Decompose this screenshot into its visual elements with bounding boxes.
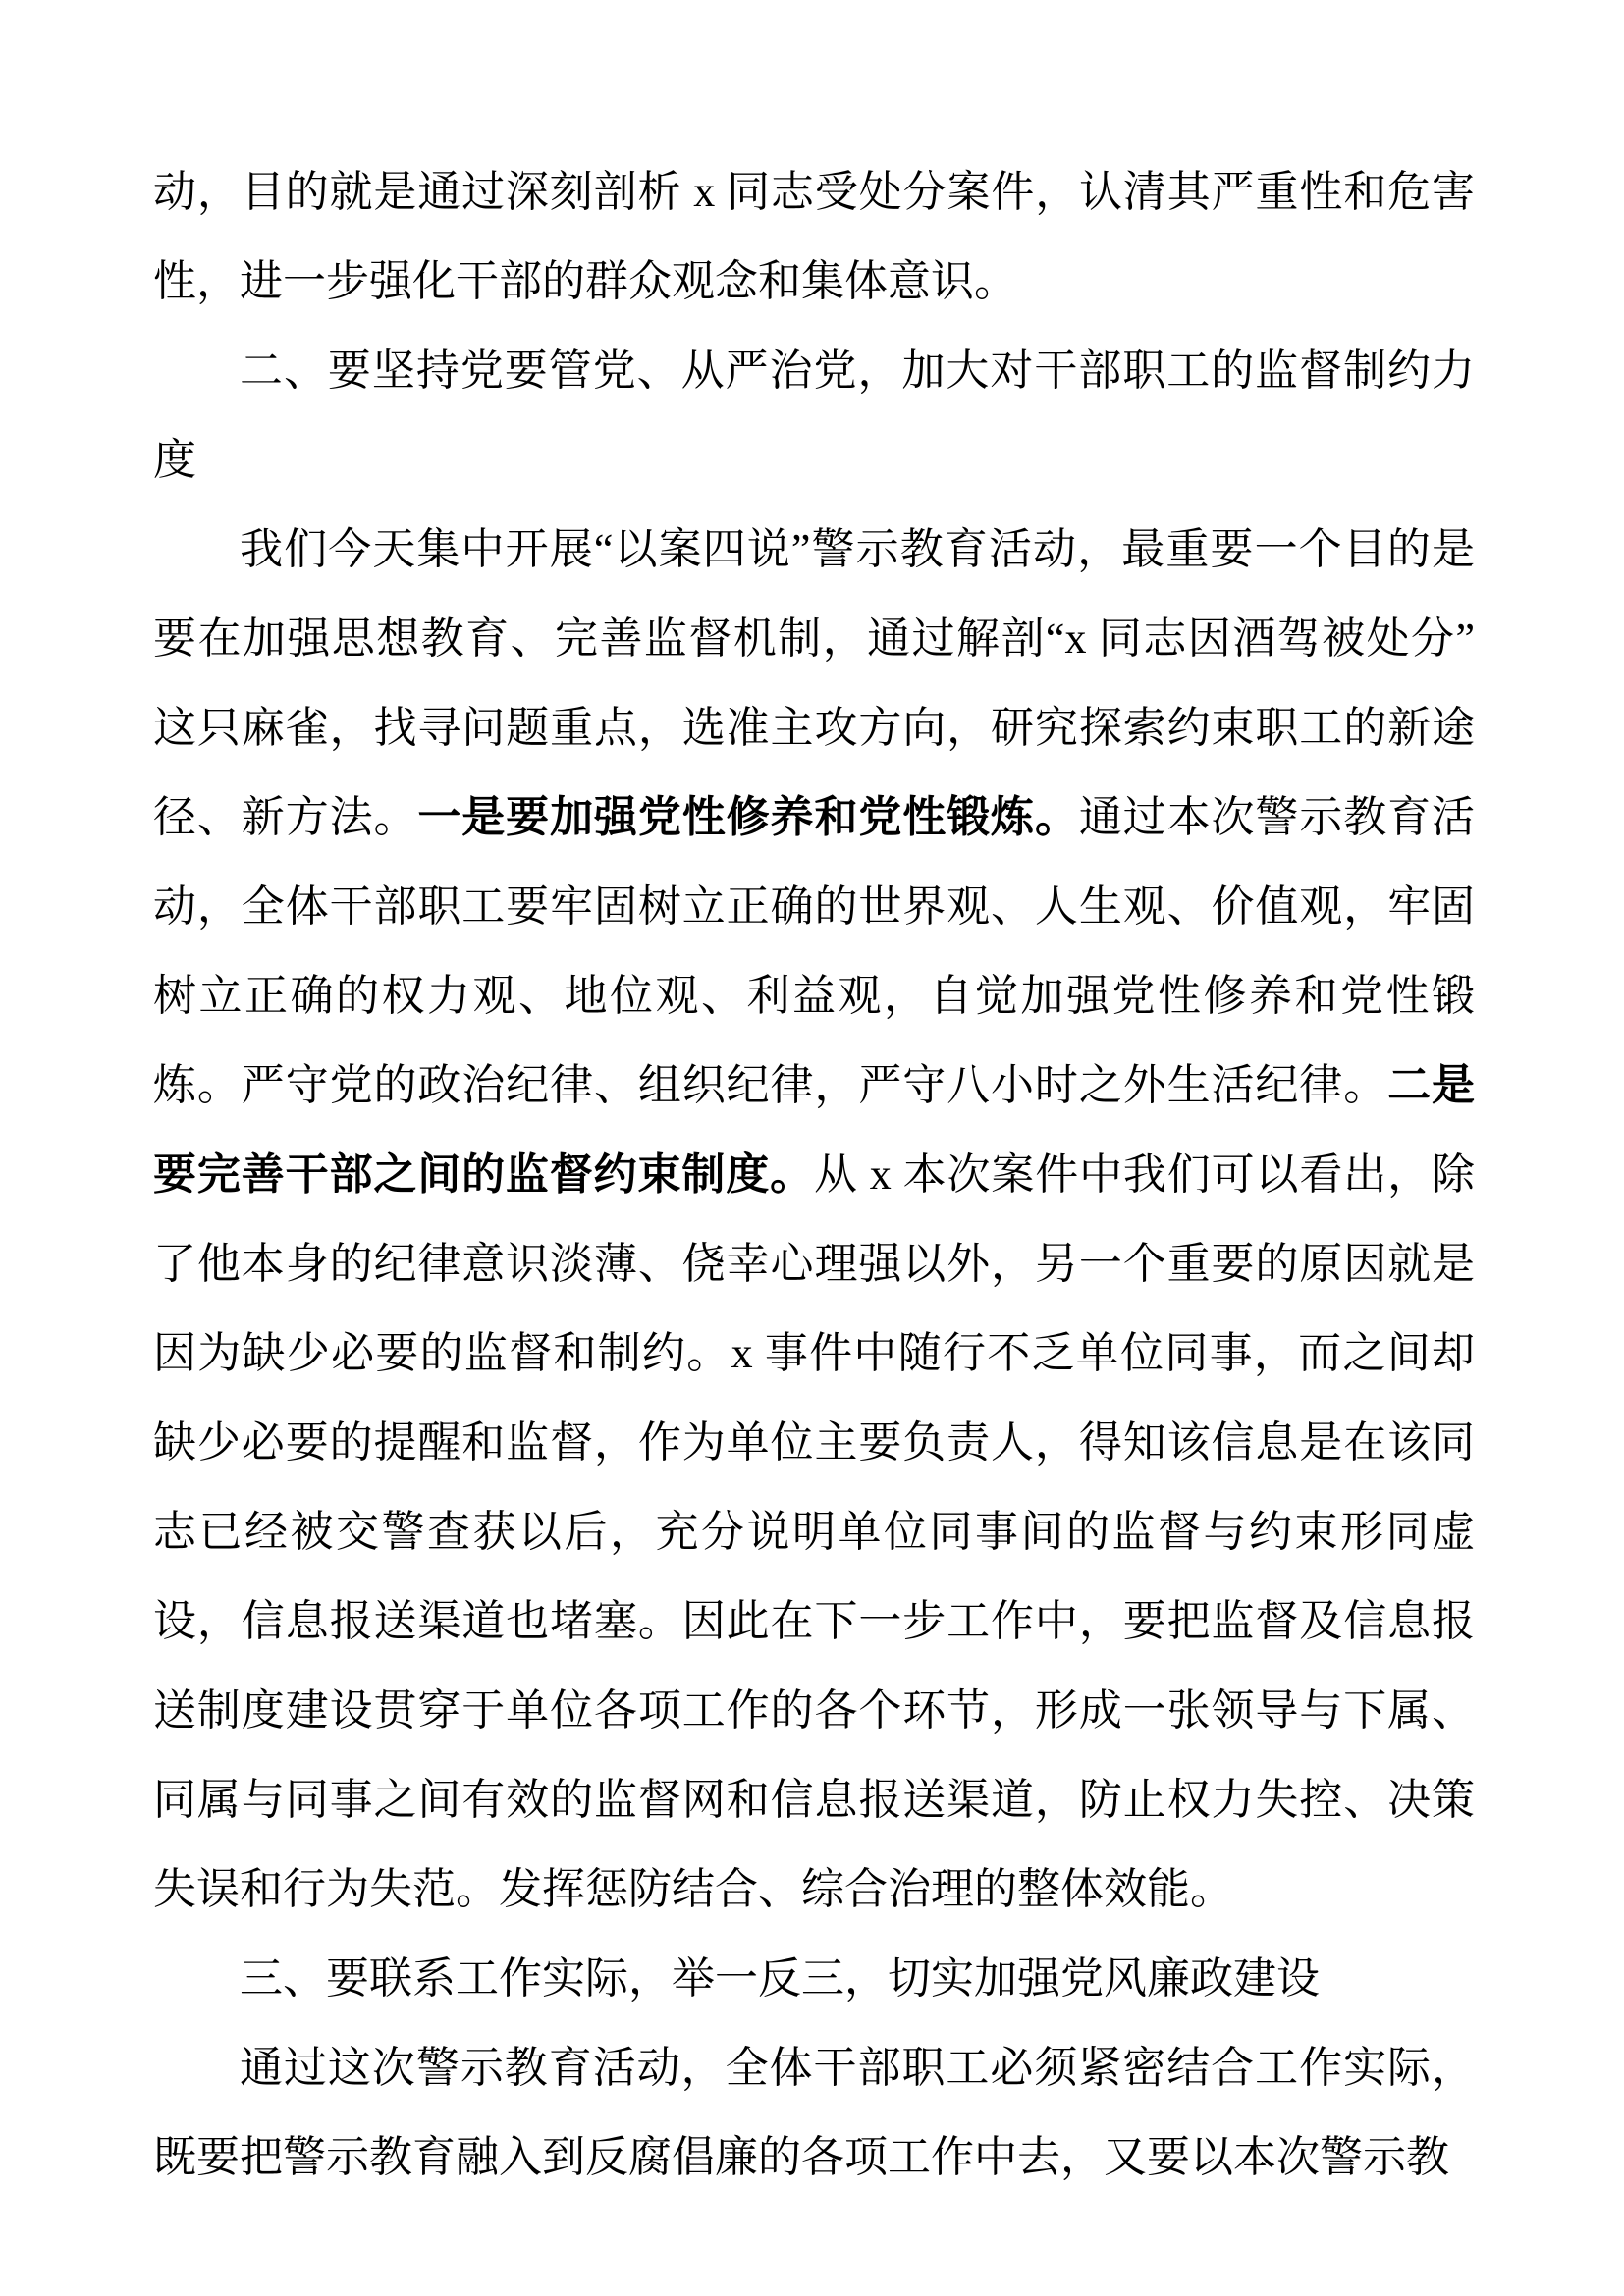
- text-run: 我们今天集中开展“以案四说”警示教育活动，最重要一个目的是要在加强思想教育、完善监督机制，通过解剖“x 同志因酒驾被处分”这只麻雀，找寻问题重点，选准主攻方向，研究探索约束职工的新途径、新方法。: [153, 525, 1475, 841]
- text-run: 动，目的就是通过深刻剖析 x 同志受处分案件，认清其严重性和危害性，进一步强化干部的群众观念和集体意识。: [153, 168, 1475, 305]
- text-run: 三、要联系工作实际，举一反三，切实加强党风廉政建设: [240, 1954, 1320, 2002]
- bold-text-run: 一是要加强党性修养和党性锻炼。: [417, 793, 1079, 841]
- text-run: 通过本次警示教育活动，全体干部职工要牢固树立正确的世界观、人生观、价值观，牢固树立正确的权力观、地位观、利益观，自觉加强党性修养和党性锻炼。严守党的政治纪律、组织纪律，严守八小时之外生活纪律。: [153, 793, 1476, 1109]
- text-run: 二、要坚持党要管党、从严治党，加大对干部职工的监督制约力度: [153, 347, 1475, 484]
- document-body: [153, 147, 1475, 2202]
- body-paragraph-3: [153, 2023, 1475, 2202]
- continuation-paragraph: [153, 147, 1475, 326]
- section-heading-2: [153, 326, 1475, 505]
- text-run: 从 x 本次案件中我们可以看出，除了他本身的纪律意识淡薄、侥幸心理强以外，另一个重要的原因就是因为缺少必要的监督和制约。x 事件中随行不乏单位同事，而之间却缺少必要的提醒和监督，作为单位主要负责人，得知该信息是在该同志已经被交警查获以后，充分说明单位同事间的监督与约束形同虚设，信息报送渠道也堵塞。因此在下一步工作中，要把监督及信息报送制度建设贯穿于单位各项工作的各个环节，形成一张领导与下属、同属与同事之间有效的监督网和信息报送渠道，防止权力失控、决策失误和行为失范。发挥惩防结合、综合治理的整体效能。: [153, 1150, 1475, 1913]
- section-heading-3: [153, 1934, 1475, 2023]
- text-run: 通过这次警示教育活动，全体干部职工必须紧密结合工作实际，既要把警示教育融入到反腐倡廉的各项工作中去，又要以本次警示教: [153, 2044, 1475, 2181]
- bold-text-run: 二是要完善干部之间的监督约束制度。: [153, 1061, 1476, 1199]
- body-paragraph-2: [153, 505, 1475, 1934]
